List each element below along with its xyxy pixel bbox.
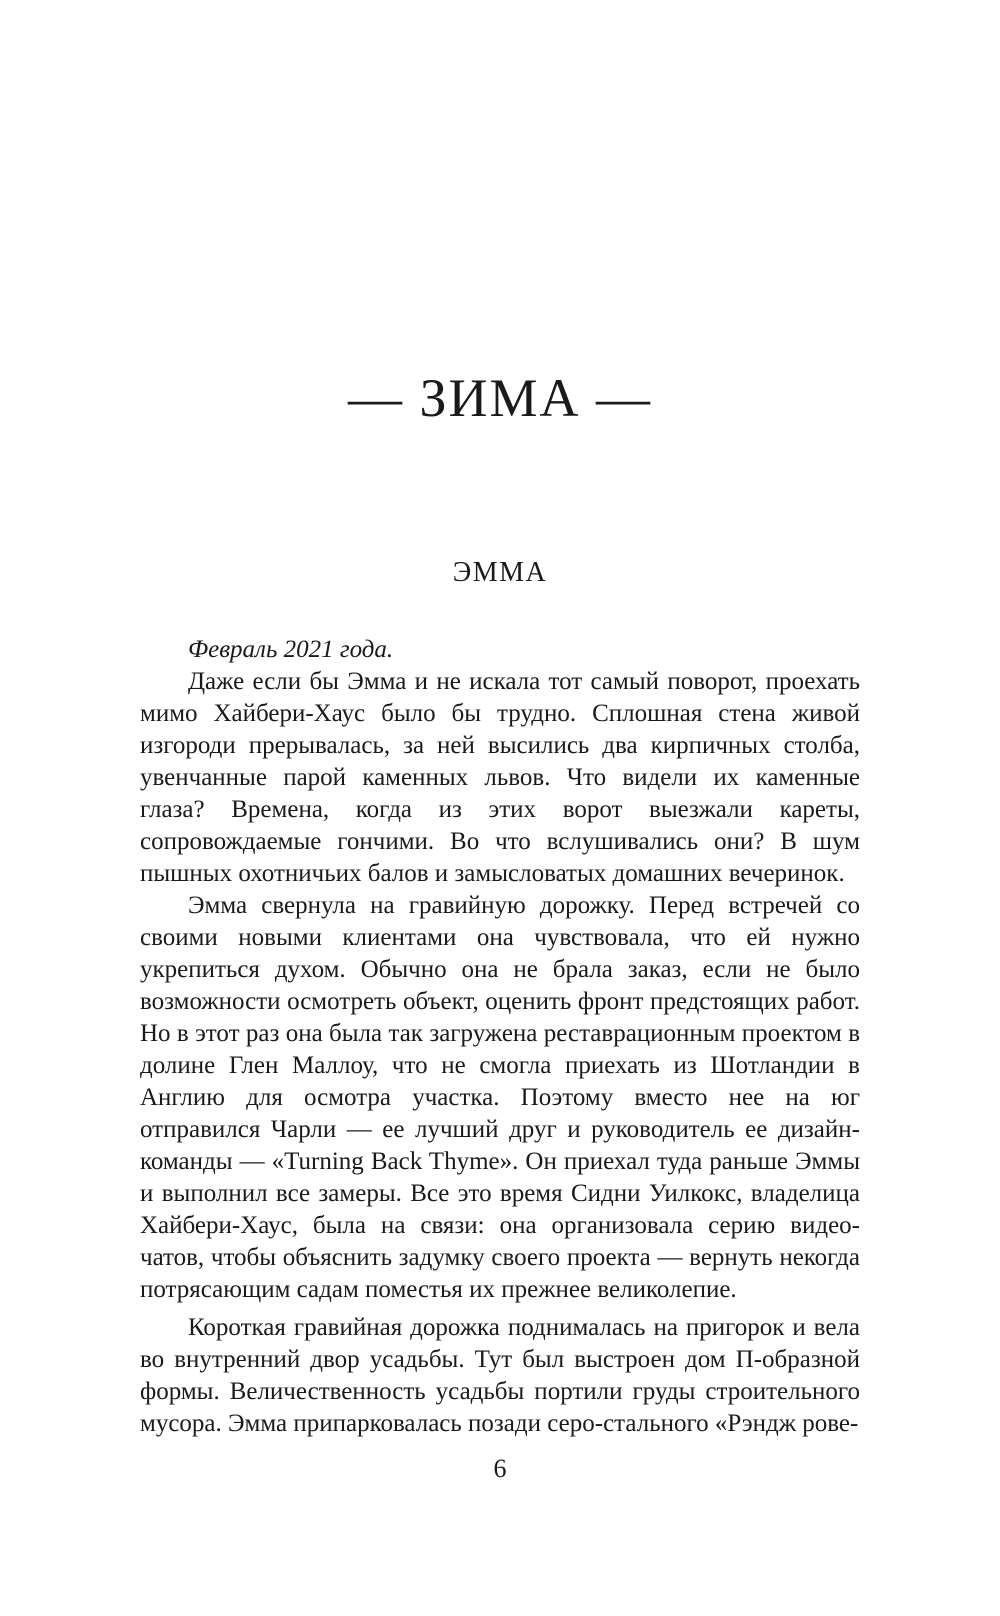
paragraph-2: Эмма свернула на гравийную дорожку. Перед встречей со своими новыми клиентами она чувствовала, что ей нужно укрепиться духом. Обычно она не брала заказ, если не было возможности осмотреть объект, оценить фронт предстоящих работ. Но в этот раз она была так загружена реставрационным проектом в долине Глен Маллоу, что не смогла приехать из Шотландии в Англию для осмотра участка. Поэтому вместо нее на юг отправился Чарли — ее лучший друг и руководитель ее дизайн-команды — «Turning Back Thyme». Он приехал туда раньше Эммы и выполнил все замеры. Все это время Сидни Уилкокс, владелица Хайбери-Хаус, была на связи: она организовала серию видео-чатов, чтобы объяснить задумку своего проекта — вернуть некогда потрясающим садам поместья их прежнее великолепие. [140, 892, 860, 1303]
chapter-title: ЭММА [452, 557, 548, 588]
paragraph-3: Короткая гравийная дорожка поднималась на пригорок и вела во внутренний двор усадьбы. Тут был выстроен дом П-образной формы. Величественность усадьбы портили груды строительного мусора. Эмма припарковалась позади серо-стального «Рэндж рове- [140, 1314, 860, 1437]
date-line: Февраль 2021 года. [188, 636, 394, 663]
page-number: 6 [493, 1454, 507, 1483]
paragraph-1: Даже если бы Эмма и не искала тот самый поворот, проехать мимо Хайбери-Хаус было бы трудно. Сплошная стена живой изгороди прерывалась, за ней высились два кирпичных столба, увенчанные парой каменных львов. Что видели их каменные глаза? Времена, когда из этих ворот выезжали кареты, сопровождаемые гончими. Во что вслушивались они? В шум пышных охотничьих балов и замысловатых домашних вечеринок. [140, 668, 860, 887]
part-title: — ЗИМА — [347, 368, 653, 428]
body-text [140, 634, 860, 1440]
